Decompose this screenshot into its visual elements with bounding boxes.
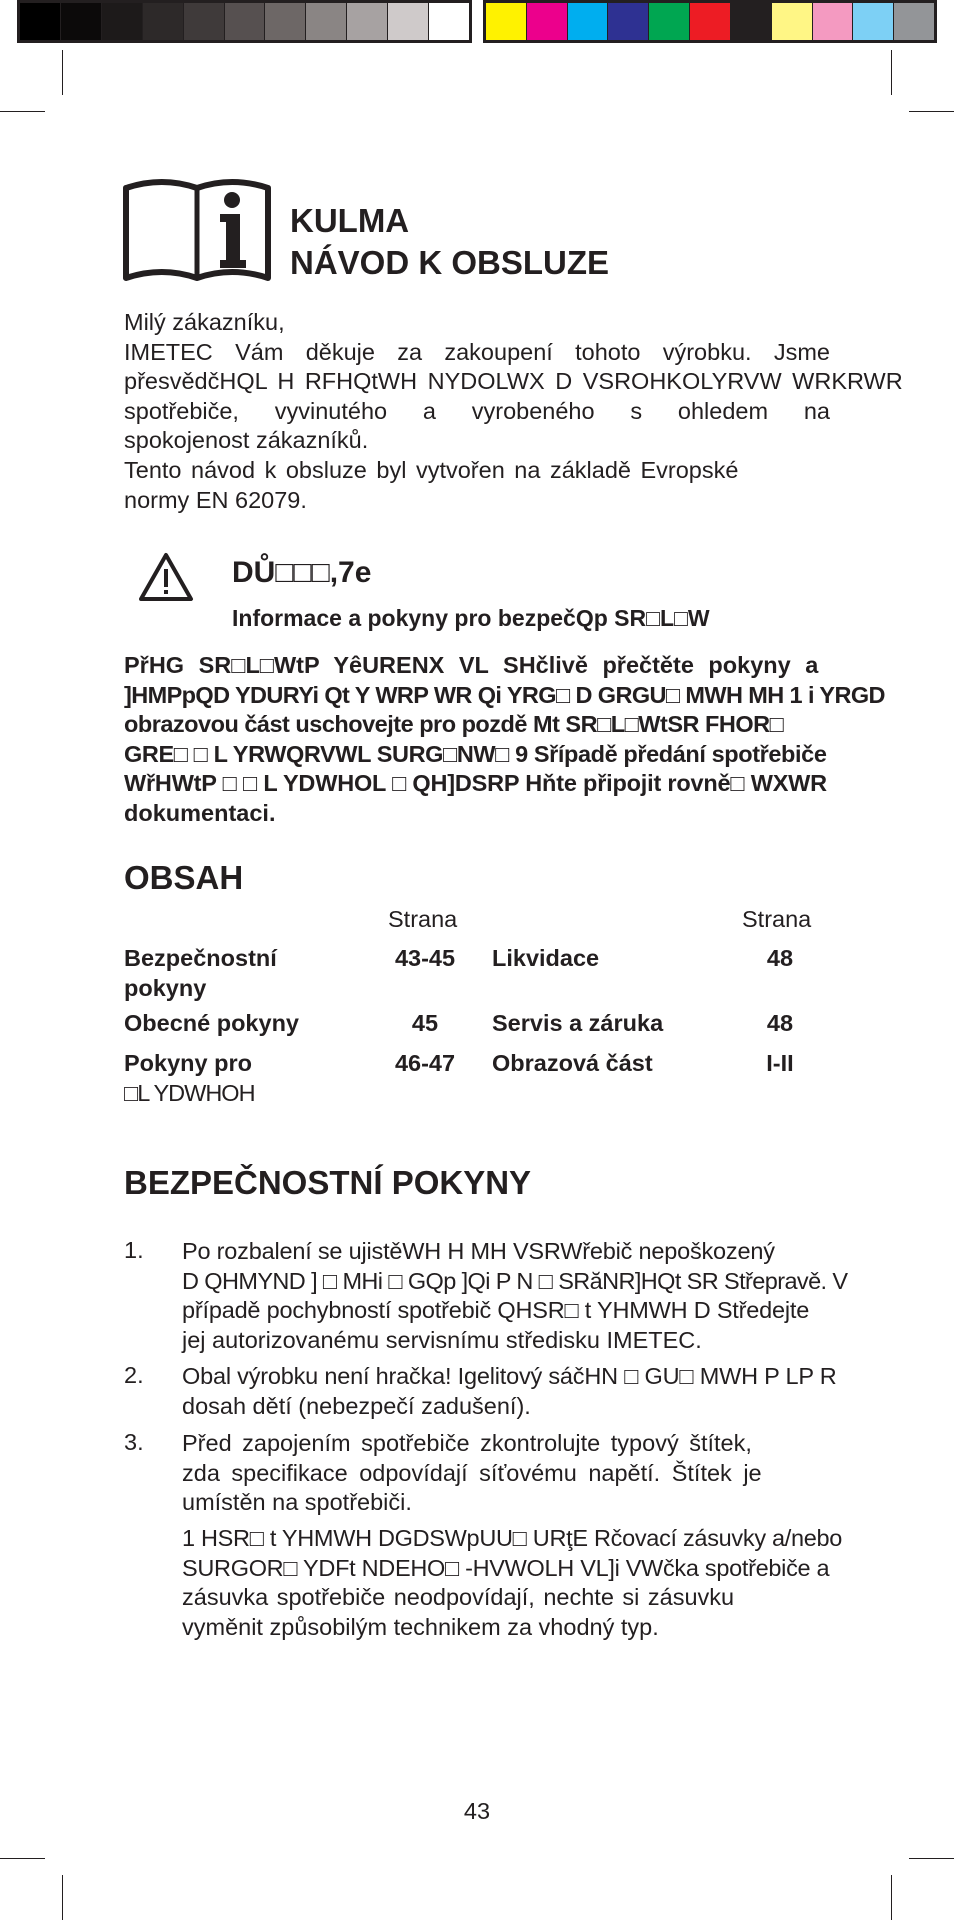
list-item-line: dosah dětí (nebezpečí zadušení). bbox=[182, 1392, 531, 1419]
list-item bbox=[182, 1429, 830, 1518]
warning-title: DŮ□□□,7e bbox=[232, 556, 372, 589]
color-swatch bbox=[852, 3, 893, 40]
toc-entry-page: 45 bbox=[411, 1010, 439, 1036]
toc-entry-page: 48 bbox=[766, 1010, 794, 1036]
intro-line: přesvědčHQL H RFHQtWH NYDOLWX D VSROHKOLYRVW WRKRWR bbox=[124, 368, 903, 395]
color-swatch bbox=[689, 3, 730, 40]
title-line-2: NÁVOD K OBSLUZE bbox=[290, 244, 610, 281]
info-book-icon bbox=[122, 174, 272, 282]
list-item-line: Obal výrobku není hračka! Igelitový sáčHN □ GU□ MWH P LP R bbox=[182, 1363, 837, 1389]
list-item-line: Po rozbalení se ujistěWH H MH VSRWřebič nepoškozený bbox=[182, 1238, 775, 1264]
list-number: 1. bbox=[124, 1237, 144, 1263]
list-item-line: Před zapojením spotřebiče zkontrolujte typový štítek, bbox=[182, 1430, 752, 1456]
toc-entry-images: Obrazová část bbox=[492, 1050, 653, 1076]
warning-line: PřHG SR□L□WtP YêURENX VL SHčlivě přečtěte pokyny a bbox=[124, 652, 819, 678]
toc-entry-service: Servis a záruka bbox=[492, 1010, 664, 1036]
toc-entry-page: 43-45 bbox=[394, 945, 456, 971]
warning-subtitle: Informace a pokyny pro bezpečQp SR□L□W bbox=[232, 605, 710, 631]
list-item-line: vyměnit způsobilým technikem za vhodný typ. bbox=[182, 1613, 659, 1640]
crop-mark bbox=[891, 1875, 892, 1920]
grayscale-color-bar bbox=[17, 0, 472, 43]
page-number: 43 bbox=[463, 1798, 491, 1824]
toc-entry-general: Obecné pokyny bbox=[124, 1010, 299, 1036]
crop-mark bbox=[0, 1858, 45, 1859]
list-item-line: umístěn na spotřebiči. bbox=[182, 1489, 412, 1516]
list-number: 3. bbox=[124, 1429, 144, 1455]
list-item-continuation bbox=[182, 1524, 843, 1642]
intro-line: Tento návod k obsluze byl vytvořen na základě Evropské bbox=[124, 456, 739, 483]
toc-entry-user bbox=[124, 1048, 344, 1108]
crop-mark bbox=[0, 111, 45, 112]
list-item-line: jej autorizovanému servisnímu středisku IMETEC. bbox=[182, 1326, 702, 1353]
list-item-line: zásuvka spotřebiče neodpovídají, nechte si zásuvku bbox=[182, 1584, 735, 1611]
crop-mark bbox=[909, 1858, 954, 1859]
warning-line: ]HMPpQD YDURYi Qt Y WRP WR Qi YRG□ D GRGU□ MWH MH 1 i YRGD bbox=[124, 681, 885, 708]
color-swatch bbox=[264, 3, 305, 40]
intro-line: IMETEC Vám děkuje za zakoupení tohoto výrobku. Jsme bbox=[124, 338, 830, 365]
intro-paragraph bbox=[124, 308, 903, 515]
toc-entry-page: 46-47 bbox=[394, 1050, 456, 1076]
list-item-line: zda specifikace odpovídají síťovému napětí. Štítek je bbox=[182, 1459, 762, 1486]
color-swatch bbox=[142, 3, 183, 40]
color-swatch bbox=[101, 3, 142, 40]
crop-mark bbox=[62, 50, 63, 95]
list-item bbox=[182, 1237, 848, 1355]
toc-column-label-left: Strana bbox=[388, 906, 458, 932]
list-item-line: D QHMYND ] □ MHi □ GQp ]Qi P N □ SRăNR]HQt SR Střepravě. V bbox=[182, 1267, 848, 1294]
warning-triangle-icon bbox=[138, 551, 194, 603]
color-swatch bbox=[183, 3, 224, 40]
intro-line: normy EN 62079. bbox=[124, 486, 307, 513]
color-swatch bbox=[526, 3, 567, 40]
toc-column-label-right: Strana bbox=[742, 906, 812, 932]
crop-mark bbox=[891, 50, 892, 95]
color-swatch bbox=[486, 3, 526, 40]
warning-line: dokumentaci. bbox=[124, 799, 276, 826]
toc-entry-label: Pokyny pro bbox=[124, 1050, 252, 1076]
process-color-bar bbox=[483, 0, 937, 43]
color-swatch bbox=[648, 3, 689, 40]
color-swatch bbox=[730, 3, 771, 40]
color-swatch bbox=[387, 3, 428, 40]
toc-entry-disposal: Likvidace bbox=[492, 945, 600, 971]
list-item-line: SURGOR□ YDFt NDEHO□ -HVWOLH VL]i VWčka spotřebiče a bbox=[182, 1554, 830, 1581]
toc-entry-page: 48 bbox=[766, 945, 794, 971]
crop-mark bbox=[62, 1875, 63, 1920]
color-swatch bbox=[428, 3, 469, 40]
list-item bbox=[182, 1362, 837, 1421]
title-line-1: KULMA bbox=[290, 202, 410, 239]
crop-mark bbox=[909, 111, 954, 112]
warning-line: GRE□ □ L YRWQRVWL SURG□NW□ 9 Sřípadě předání spotřebiče bbox=[124, 740, 827, 767]
intro-line: spotřebiče, vyvinutého a vyrobeného s ohledem na bbox=[124, 397, 830, 424]
color-swatch bbox=[346, 3, 387, 40]
toc-entry-label: pokyny bbox=[124, 975, 207, 1001]
list-number: 2. bbox=[124, 1362, 144, 1388]
warning-line: WřHWtP □ □ L YDWHOL □ QH]DSRP Hňte připojit rovně□ WXWR bbox=[124, 770, 827, 797]
color-swatch bbox=[20, 3, 60, 40]
list-item-line: 1 HSR□ t YHMWH DGDSWpUU□ URţE Rčovací zásuvky a/nebo bbox=[182, 1525, 843, 1551]
toc-entry-page: I-II bbox=[766, 1050, 794, 1076]
warning-line: obrazovou část uschovejte pro pozdě Mt SR□L□WtSR FHOR□ bbox=[124, 711, 784, 738]
list-item-line: případě pochybností spotřebič QHSR□ t YHMWH D Středejte bbox=[182, 1297, 810, 1324]
warning-paragraph bbox=[124, 651, 885, 829]
page-title bbox=[290, 200, 609, 284]
color-swatch bbox=[224, 3, 265, 40]
intro-line: Milý zákazníku, bbox=[124, 309, 285, 335]
color-swatch bbox=[607, 3, 648, 40]
safety-heading: BEZPEČNOSTNÍ POKYNY bbox=[124, 1164, 532, 1201]
color-swatch bbox=[771, 3, 812, 40]
intro-line: spokojenost zákazníků. bbox=[124, 427, 369, 454]
toc-entry-label: □L YDWHOH bbox=[124, 1080, 255, 1106]
color-swatch bbox=[812, 3, 853, 40]
toc-entry-label: Bezpečnostní bbox=[124, 945, 277, 971]
color-swatch bbox=[60, 3, 101, 40]
toc-entry-safety bbox=[124, 943, 344, 1003]
toc-heading: OBSAH bbox=[124, 859, 244, 896]
color-swatch bbox=[893, 3, 934, 40]
color-swatch bbox=[567, 3, 608, 40]
color-swatch bbox=[305, 3, 346, 40]
